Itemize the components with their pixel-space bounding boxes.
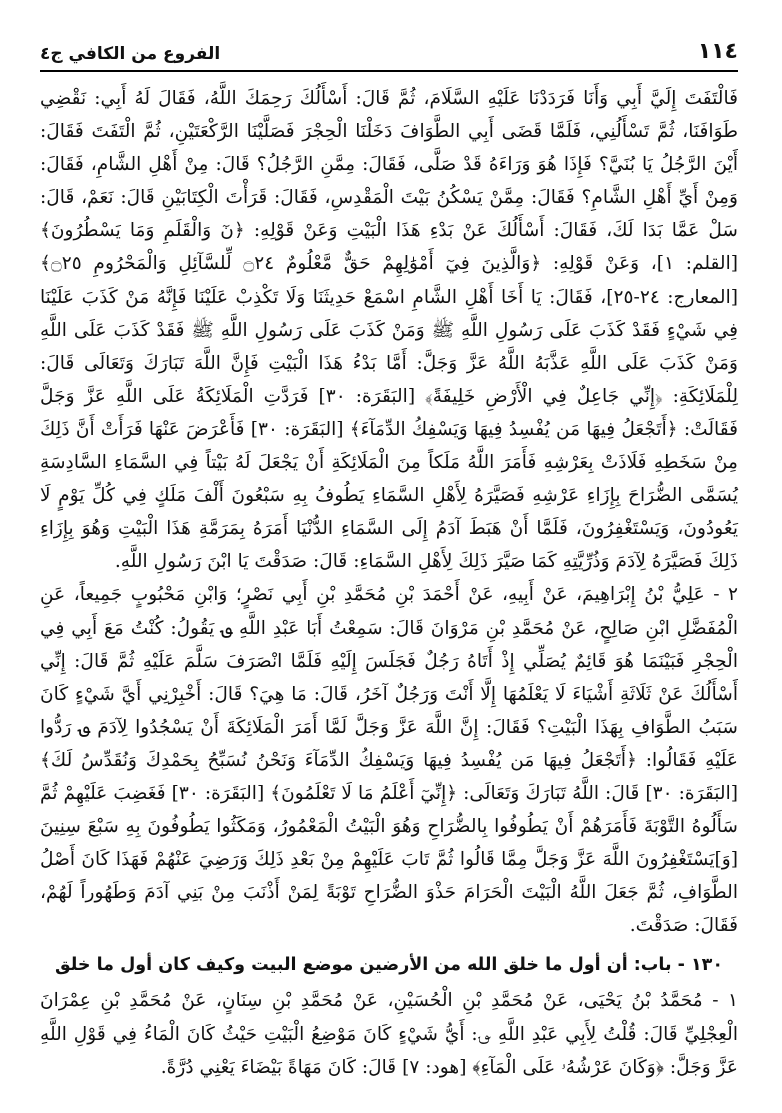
- page-number: ١١٤: [697, 39, 738, 64]
- page-header: [40, 0, 738, 72]
- paragraph-hadith-continuation: فَالْتَفَتَ إِلَيَّ أَبِي وَأَنَا فَرَدَدْنَا عَلَيْهِ السَّلَامَ، ثُمَّ قَالَ: أَسْأَلُكَ رَحِمَكَ اللَّهُ، فَقَالَ لَهُ أَبِي: نَقْضِي طَوَافَنَا، ثُمَّ تَسْأَلُنِي، فَلَمَّا قَضَى أَبِي الطَّوَافَ دَخَلْنَا الْحِجْرَ فَصَلَّيْنَا الرَّكْعَتَيْنِ، ثُمَّ الْتَفَتَ فَقَالَ: أَيْنَ الرَّجُلُ يَا بُنَيَّ؟ فَإِذَا هُوَ وَرَاءَهُ قَدْ صَلَّى، فَقَالَ: مِمَّنِ الرَّجُلُ؟ قَالَ: مِنْ أَهْلِ الشَّامِ، فَقَالَ: وَمِنْ أَيِّ أَهْلِ الشَّامِ؟ فَقَالَ: مِمَّنْ يَسْكُنُ بَيْتَ الْمَقْدِسِ، فَقَالَ: قَرَأْتَ الْكِتَابَيْنِ قَالَ: نَعَمْ، قَالَ: سَلْ عَمَّا بَدَا لَكَ، فَقَالَ: أَسْأَلُكَ عَنْ بَدْءِ هَذَا الْبَيْتِ وَعَنْ قَوْلِهِ: ﴿نٓ وَالْقَلَمِ وَمَا يَسْطُرُونَ﴾ [القلم: ١]، وَعَنْ قَوْلِهِ: ﴿وَالَّذِينَ فِيٓ أَمْوَٰلِهِمْ حَقٌّ مَّعْلُومٌ ۝٢٤ لِّلسَّآئِلِ وَالْمَحْرُومِ ۝٢٥﴾ [المعارج: ٢٤-٢٥]، فَقَالَ: يَا أَخَا أَهْلِ الشَّامِ اسْمَعْ حَدِيثَنَا وَلَا تَكْذِبْ عَلَيْنَا فَإِنَّهُ مَنْ كَذَبَ عَلَيْنَا فِي شَيْءٍ فَقَدْ كَذَبَ عَلَى رَسُولِ اللَّهِ ﷺ وَمَنْ كَذَبَ عَلَى رَسُولِ اللَّهِ ﷺ فَقَدْ كَذَبَ عَلَى اللَّهِ وَمَنْ كَذَبَ عَلَى اللَّهِ عَذَّبَهُ اللَّهُ عَزَّ وَجَلَّ: أَمَّا بَدْءُ هَذَا الْبَيْتِ فَإِنَّ اللَّهَ تَبَارَكَ وَتَعَالَى قَالَ: لِلْمَلَائِكَةِ: ﴿إِنِّي جَاعِلٌ فِي الْأَرْضِ خَلِيفَةً﴾ [البَقَرَة: ٣٠] فَرَدَّتِ الْمَلَائِكَةُ عَلَى اللَّهِ عَزَّ وَجَلَّ فَقَالَتْ: ﴿أَتَجْعَلُ فِيهَا مَن يُفْسِدُ فِيهَا وَيَسْفِكُ الدِّمَآءَ﴾ [البَقَرَة: ٣٠] فَأَعْرَضَ عَنْهَا فَرَأَتْ أَنَّ ذَلِكَ مِنْ سَخَطِهِ فَلَاذَتْ بِعَرْشِهِ فَأَمَرَ اللَّهُ مَلَكاً مِنَ الْمَلَائِكَةِ أَنْ يَجْعَلَ لَهُ بَيْتاً فِي السَّمَاءِ السَّادِسَةِ يُسَمَّى الضُّرَاحَ بِإِزَاءِ عَرْشِهِ فَصَيَّرَهُ لِأَهْلِ السَّمَاءِ يَطُوفُ بِهِ سَبْعُونَ أَلْفَ مَلَكٍ فِي كُلِّ يَوْمٍ لَا يَعُودُونَ، وَيَسْتَغْفِرُونَ، فَلَمَّا أَنْ هَبَطَ آدَمُ إِلَى السَّمَاءِ الدُّنْيَا أَمَرَهُ بِمَرَمَّةِ هَذَا الْبَيْتِ وَهُوَ بِإِزَاءِ ذَلِكَ فَصَيَّرَهُ لِآدَمَ وَذُرِّيَّتِهِ كَمَا صَيَّرَ ذَلِكَ لِأَهْلِ السَّمَاءِ: قَالَ: صَدَقْتَ يَا ابْنَ رَسُولِ اللَّهِ.: [40, 88, 739, 573]
- paragraph-hadith-2: ٢ - عَلِيُّ بْنُ إِبْرَاهِيمَ، عَنْ أَبِيهِ، عَنْ أَحْمَدَ بْنِ مُحَمَّدِ بْنِ أَبِي نَصْرٍ؛ وَابْنِ مَحْبُوبٍ جَمِيعاً، عَنِ الْمُفَضَّلِ ابْنِ صَالِحٍ، عَنْ مُحَمَّدِ بْنِ مَرْوَانَ قَالَ: سَمِعْتُ أَبَا عَبْدِ اللَّهِ ؈ يَقُولُ: كُنْتُ مَعَ أَبِي فِي الْحِجْرِ فَبَيْنَمَا هُوَ قَائِمٌ يُصَلِّي إِذْ أَتَاهُ رَجُلٌ فَجَلَسَ إِلَيْهِ فَلَمَّا انْصَرَفَ سَلَّمَ عَلَيْهِ ثُمَّ قَالَ: إِنِّي أَسْأَلُكَ عَنْ ثَلَاثَةِ أَشْيَاءَ لَا يَعْلَمُهَا إِلَّا أَنْتَ وَرَجُلٌ آخَرُ، قَالَ: مَا هِيَ؟ قَالَ: أَخْبِرْنِي أَيَّ شَيْءٍ كَانَ سَبَبُ الطَّوَافِ بِهَذَا الْبَيْتِ؟ فَقَالَ: إِنَّ اللَّهَ عَزَّ وَجَلَّ لَمَّا أَمَرَ الْمَلَائِكَةَ أَنْ يَسْجُدُوا لِآدَمَ ؈ رَدُّوا عَلَيْهِ فَقَالُوا: ﴿أَتَجْعَلُ فِيهَا مَن يُفْسِدُ فِيهَا وَيَسْفِكُ الدِّمَآءَ وَنَحْنُ نُسَبِّحُ بِحَمْدِكَ وَنُقَدِّسُ لَكَ﴾ [البَقَرَة: ٣٠] قَالَ: اللَّهُ تَبَارَكَ وَتَعَالَى: ﴿إِنِّيٓ أَعْلَمُ مَا لَا تَعْلَمُونَ﴾ [البَقَرَة: ٣٠] فَغَضِبَ عَلَيْهِمْ ثُمَّ سَأَلُوهُ التَّوْبَةَ فَأَمَرَهُمْ أَنْ يَطُوفُوا بِالضُّرَاحِ وَهُوَ الْبَيْتُ الْمَعْمُورُ، وَمَكَثُوا يَطُوفُونَ بِهِ سَبْعَ سِنِينَ [وَ]يَسْتَغْفِرُونَ اللَّهَ عَزَّ وَجَلَّ مِمَّا قَالُوا ثُمَّ تَابَ عَلَيْهِمْ مِنْ بَعْدِ ذَلِكَ وَرَضِيَ عَنْهُمْ فَهَذَا كَانَ أَصْلُ الطَّوَافِ، ثُمَّ جَعَلَ اللَّهُ الْبَيْتَ الْحَرَامَ حَذْوَ الضُّرَاحِ تَوْبَةً لِمَنْ أَذْنَبَ مِنْ بَنِي آدَمَ وَطَهُوراً لَهُمْ، فَقَالَ: صَدَقْتَ.: [40, 584, 738, 937]
- running-title: الفروع من الكافي ج٤: [40, 44, 221, 64]
- chapter-heading: ١٣٠ - باب: أن أول ما خلق الله من الأرضين موضع البيت وكيف كان أول ما خلق: [54, 955, 724, 976]
- paragraph-hadith-1-new-chapter: ١ - مُحَمَّدُ بْنُ يَحْيَى، عَنْ مُحَمَّدِ بْنِ الْحُسَيْنِ، عَنْ مُحَمَّدِ بْنِ سِنَانٍ، عَنْ مُحَمَّدِ بْنِ عِمْرَانَ الْعِجْلِيِّ قَالَ: قُلْتُ لِأَبِي عَبْدِ اللَّهِ ؈: أَيُّ شَيْءٍ كَانَ مَوْضِعُ الْبَيْتِ حَيْثُ كَانَ الْمَاءُ فِي قَوْلِ اللَّهِ عَزَّ وَجَلَّ: ﴿وَكَانَ عَرْشُهُۥ عَلَى الْمَآءِ﴾ [هود: ٧] قَالَ: كَانَ مَهَاةً بَيْضَاءَ يَعْنِي دُرَّةً.: [40, 990, 738, 1078]
- page-content: [40, 82, 738, 1084]
